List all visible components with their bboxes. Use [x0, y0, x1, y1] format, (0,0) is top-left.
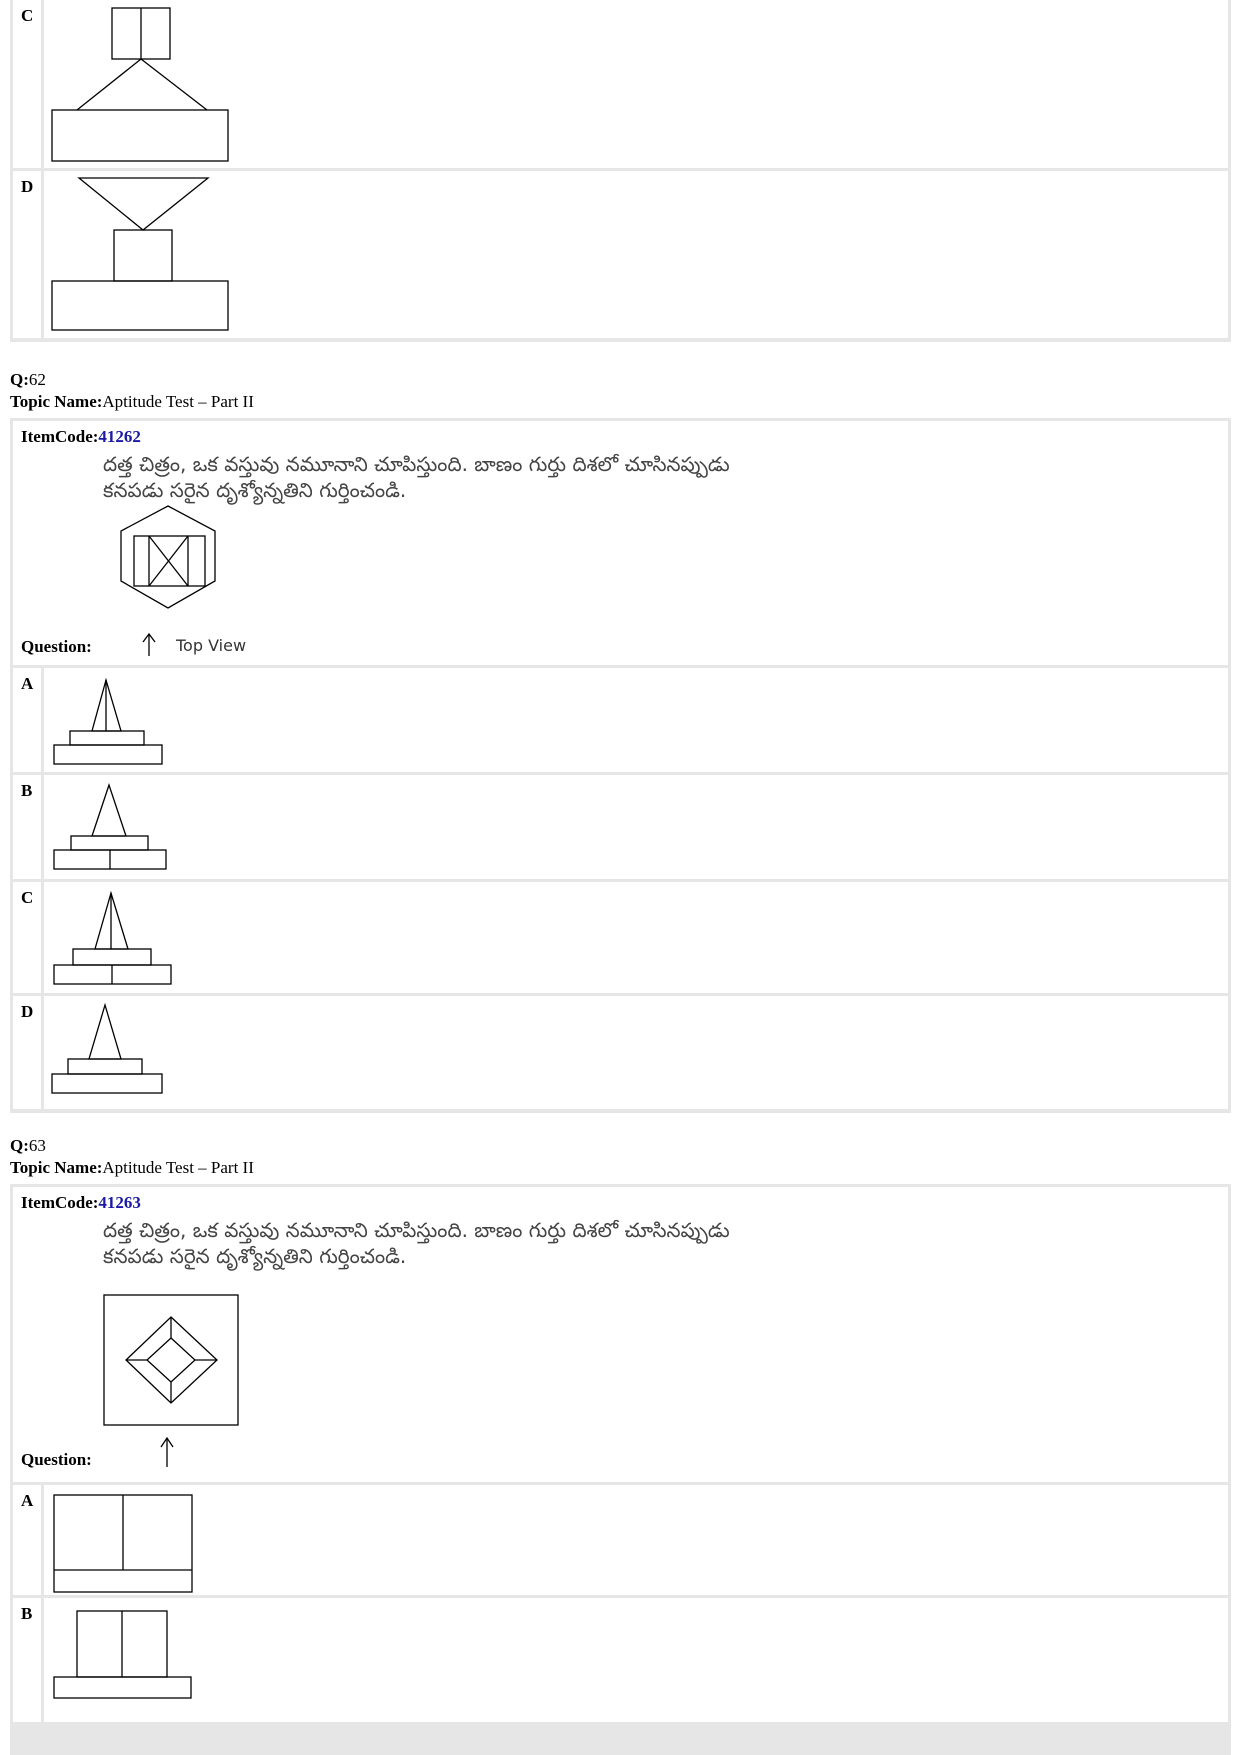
question-number: 62	[28, 370, 46, 389]
option-d-figure	[44, 996, 244, 1109]
option-c-figure	[44, 0, 284, 168]
option-b-figure	[44, 1598, 244, 1722]
question-62-header: Q:62 Topic Name:Aptitude Test – Part II	[10, 370, 254, 411]
option-label: D	[21, 177, 34, 196]
option-label: C	[21, 888, 34, 907]
option-a-figure	[44, 1485, 244, 1595]
option-label: A	[21, 674, 34, 693]
topic-name: Aptitude Test – Part II	[102, 1158, 254, 1177]
option-label: B	[21, 781, 33, 800]
figure-caption: Top View	[176, 636, 247, 655]
question-62-body: ItemCode:41262 దత్త చిత్రం, ఒక వస్తువు నమూనాని చూపిస్తుంది. బాణం గుర్తు దిశలో చూసినప్పుడు కనపడు సరైన దృశ్యోన్నతిని గుర్తించండి. Top View Question:	[13, 421, 1228, 665]
option-row-a[interactable]	[13, 668, 1228, 772]
question-62-table	[10, 418, 1231, 1113]
question-62-figure	[93, 503, 293, 663]
question-number: 63	[28, 1136, 46, 1155]
question-label: Question:	[21, 1450, 92, 1469]
question-63-body: ItemCode:41263 దత్త చిత్రం, ఒక వస్తువు నమూనాని చూపిస్తుంది. బాణం గుర్తు దిశలో చూసినప్పుడు కనపడు సరైన దృశ్యోన్నతిని గుర్తించండి. Question:	[13, 1187, 1228, 1482]
prev-question-options	[10, 0, 1231, 342]
option-row-c[interactable]	[13, 882, 1228, 993]
question-text: దత్త చిత్రం, ఒక వస్తువు నమూనాని చూపిస్తుంది. బాణం గుర్తు దిశలో చూసినప్పుడు కనపడు సరైన దృశ్యోన్నతిని గుర్తించండి.	[103, 452, 730, 502]
option-c-figure	[44, 882, 244, 993]
question-63-header: Q:63 Topic Name:Aptitude Test – Part II	[10, 1136, 254, 1177]
topic-name: Aptitude Test – Part II	[102, 392, 254, 411]
item-code: 41263	[98, 1193, 141, 1212]
question-63-figure	[93, 1287, 293, 1477]
option-label: D	[21, 1002, 34, 1021]
option-row-d[interactable]	[13, 996, 1228, 1109]
option-row-b[interactable]	[13, 1598, 1228, 1722]
option-row-a[interactable]	[13, 1485, 1228, 1595]
option-label: C	[21, 6, 34, 25]
option-row-c[interactable]	[13, 0, 1228, 168]
option-a-figure	[44, 668, 244, 772]
question-text: దత్త చిత్రం, ఒక వస్తువు నమూనాని చూపిస్తుంది. బాణం గుర్తు దిశలో చూసినప్పుడు కనపడు సరైన దృశ్యోన్నతిని గుర్తించండి.	[103, 1218, 730, 1268]
question-label: Question:	[21, 637, 92, 656]
option-label: B	[21, 1604, 33, 1623]
item-code: 41262	[98, 427, 141, 446]
option-row-b[interactable]	[13, 775, 1228, 879]
option-label: A	[21, 1491, 34, 1510]
option-row-d[interactable]	[13, 171, 1228, 338]
option-d-figure	[44, 171, 284, 338]
option-b-figure	[44, 775, 244, 879]
question-63-table	[10, 1184, 1231, 1755]
